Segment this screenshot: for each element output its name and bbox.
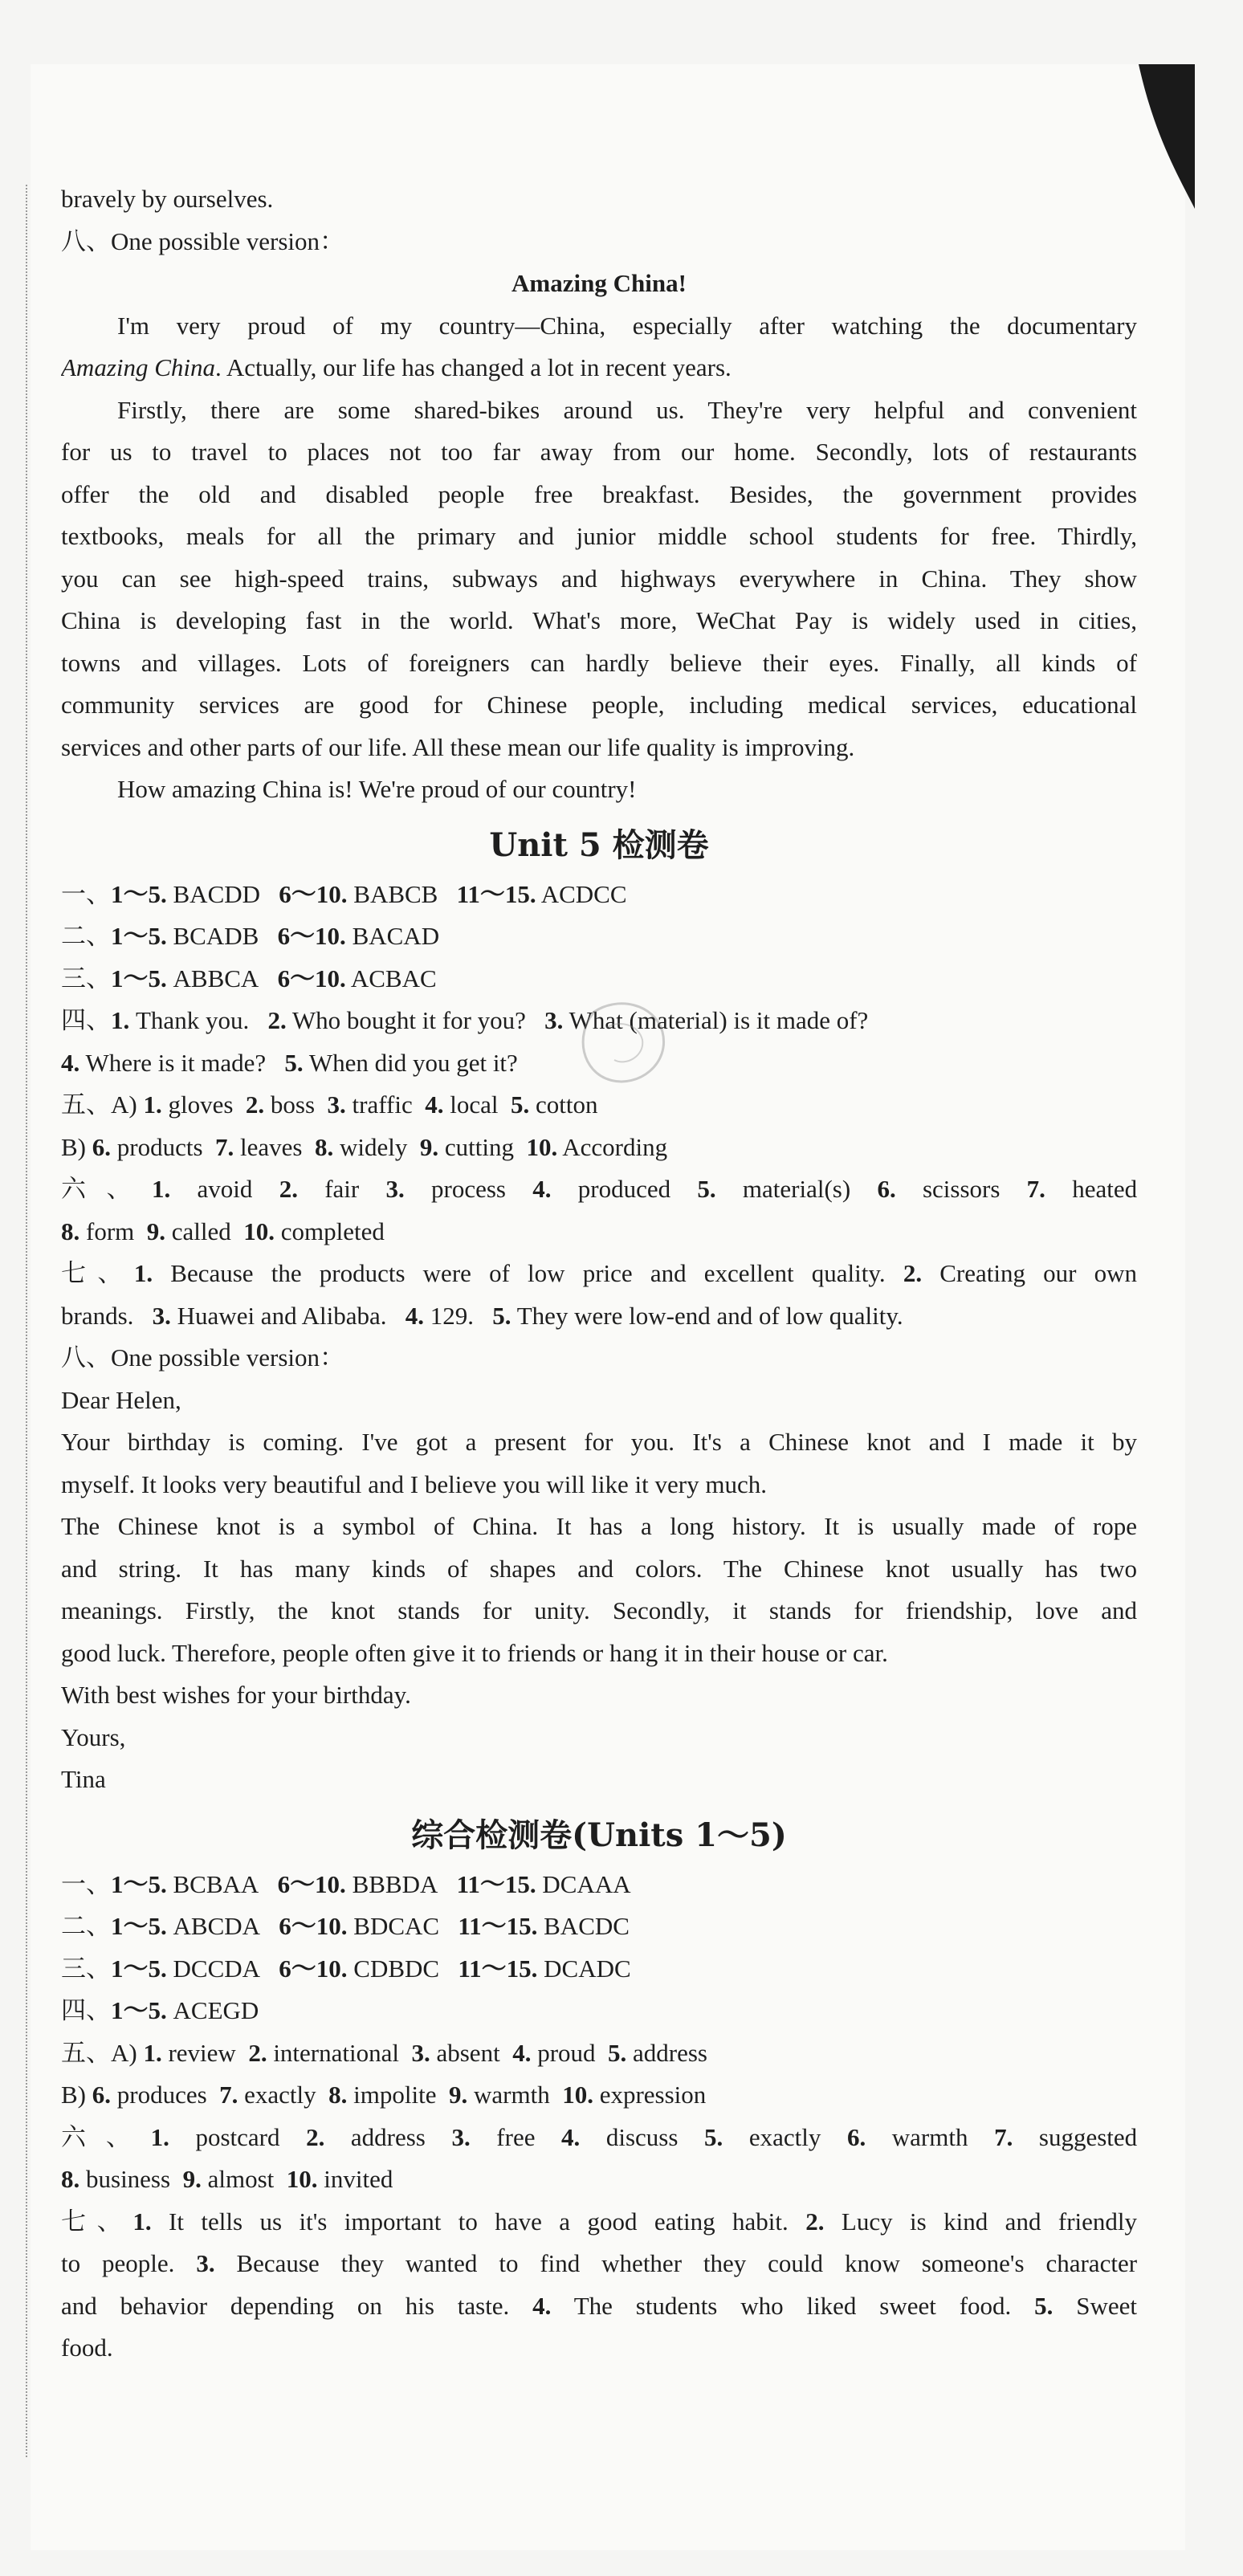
unit5-s8-label: 八、One possible version： xyxy=(61,1343,345,1372)
letter-greeting: Dear Helen, xyxy=(61,1385,181,1414)
letter-p2-line3: meanings. Firstly, the knot stands for unity. Secondly, it stands for friendship, love and xyxy=(61,1596,1137,1624)
review-s7-line3: and behavior depending on his taste. 4. The students who liked sweet food. 5. Sweet xyxy=(61,2291,1137,2320)
essay-p2-line2: for us to travel to places not too far away from our home. Secondly, lots of restaurants xyxy=(61,438,1137,466)
letter-p2-line1: The Chinese knot is a symbol of China. It has a long history. It is usually made of rope xyxy=(61,1512,1137,1540)
essay-p2-line9: services and other parts of our life. All these mean our life quality is improving. xyxy=(61,732,855,761)
review-s3: 三、1～5. DCCDA 6～10. CDBDC 11～15. DCADC xyxy=(61,1954,631,1983)
unit5-s6-line1: 六、1. avoid 2. fair 3. process 4. produced 5. material(s) 6. scissors 7. heated xyxy=(61,1175,1137,1203)
review-s1: 一、1～5. BCBAA 6～10. BBBDA 11～15. DCAAA xyxy=(61,1869,631,1898)
letter-p1-line2: myself. It looks very beautiful and I believe you will like it very much. xyxy=(61,1469,767,1498)
unit5-s7-line1: 七、1. Because the products were of low price and excellent quality. 2. Creating our own xyxy=(61,1259,1137,1287)
unit5-s7-line2: brands. 3. Huawei and Alibaba. 4. 129. 5. They were low-end and of low quality. xyxy=(61,1301,903,1330)
review-s4: 四、1～5. ACEGD xyxy=(61,1996,259,2024)
unit5-title: Unit 5 检测卷 xyxy=(489,825,709,864)
essay-p3: How amazing China is! We're proud of our country! xyxy=(117,775,637,803)
unit5-s4-line2: 4. Where is it made? 5. When did you get it? xyxy=(61,1048,518,1077)
unit5-s6-line2: 8. form 9. called 10. completed xyxy=(61,1217,385,1245)
unit5-s5-partB: B) 6. products 7. leaves 8. widely 9. cutting 10. According xyxy=(61,1132,668,1161)
page-corner-shadow xyxy=(1131,64,1195,225)
review-s5-partA: 五、A) 1. review 2. international 3. absent 4. proud 5. address xyxy=(61,2038,707,2067)
essay-p2-line3: offer the old and disabled people free breakfast. Besides, the government provides xyxy=(61,479,1137,508)
essay-p2-line7: towns and villages. Lots of foreigners can hardly believe their eyes. Finally, all kinds of xyxy=(61,648,1137,677)
review-s7-line2: to people. 3. Because they wanted to find whether they could know someone's character xyxy=(61,2249,1137,2277)
unit5-s2: 二、1～5. BCADB 6～10. BACAD xyxy=(61,922,440,950)
letter-closing: Yours, xyxy=(61,1722,126,1751)
unit5-s5-partA: 五、A) 1. gloves 2. boss 3. traffic 4. local 5. cotton xyxy=(61,1090,598,1119)
watermark-stamp xyxy=(562,996,683,1092)
letter-p2-line2: and string. It has many kinds of shapes and colors. The Chinese knot usually has two xyxy=(61,1554,1137,1583)
review-s5-partB: B) 6. produces 7. exactly 8. impolite 9. warmth 10. expression xyxy=(61,2081,707,2109)
unit5-s4-line1: 四、1. Thank you. 2. Who bought it for you? 3. What (material) is it made of? xyxy=(61,1006,869,1034)
binding-margin-line xyxy=(26,185,27,2457)
essay-p1-line1: I'm very proud of my country—China, especially after watching the documentary xyxy=(117,311,1137,340)
essay-p2-line4: textbooks, meals for all the primary and junior middle school students for free. Thirdly, xyxy=(61,522,1137,550)
letter-signature: Tina xyxy=(61,1765,106,1793)
review-s2: 二、1～5. ABCDA 6～10. BDCAC 11～15. BACDC xyxy=(61,1912,630,1940)
essay-p2-line8: community services are good for Chinese people, including medical services, educational xyxy=(61,691,1137,719)
review-s7-line1: 七、1. It tells us it's important to have a good eating habit. 2. Lucy is kind and friendly xyxy=(61,2207,1137,2236)
letter-wishes: With best wishes for your birthday. xyxy=(61,1681,411,1709)
answer-key-content xyxy=(61,178,1137,2370)
essay-p2-line1: Firstly, there are some shared-bikes around us. They're very helpful and convenient xyxy=(117,395,1137,424)
review-s7-line4: food. xyxy=(61,2333,113,2362)
unit5-s1: 一、1～5. BACDD 6～10. BABCB 11～15. ACDCC xyxy=(61,879,627,908)
essay-p1-line2: Amazing China. Actually, our life has changed a lot in recent years. xyxy=(61,353,732,381)
essay-p2-line6: China is developing fast in the world. What's more, WeChat Pay is widely used in cities, xyxy=(61,606,1137,634)
review-title: 综合检测卷(Units 1～5) xyxy=(411,1816,787,1854)
prev-tail: bravely by ourselves. xyxy=(61,185,274,213)
essay-p2-line5: you can see high-speed trains, subways and highways everywhere in China. They show xyxy=(61,564,1137,593)
essay-title: Amazing China! xyxy=(511,269,687,297)
prev-writing-label: 八、One possible version： xyxy=(61,226,345,255)
review-s6-line1: 六、1. postcard 2. address 3. free 4. discuss 5. exactly 6. warmth 7. suggested xyxy=(61,2122,1137,2151)
letter-p1-line1: Your birthday is coming. I've got a present for you. It's a Chinese knot and I made it by xyxy=(61,1428,1137,1456)
unit5-s3: 三、1～5. ABBCA 6～10. ACBAC xyxy=(61,964,437,992)
review-s6-line2: 8. business 9. almost 10. invited xyxy=(61,2165,393,2193)
letter-p2-line4: good luck. Therefore, people often give it to friends or hang it in their house or car. xyxy=(61,1638,888,1667)
